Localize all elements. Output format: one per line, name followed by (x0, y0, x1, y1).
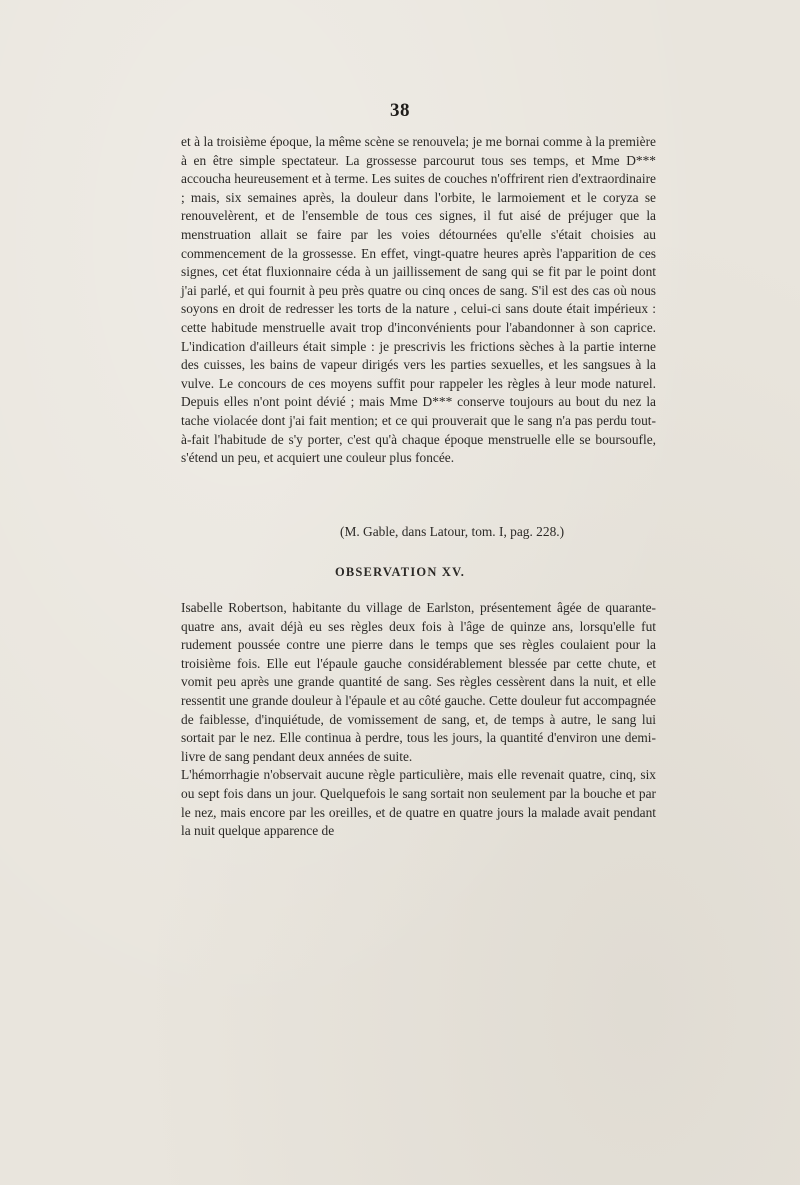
observation-paragraph: Isabelle Robertson, habitante du village de Earlston, présentement âgée de quarante-quatre ans, avait déjà eu ses règles deux fois à l'âge de quinze ans, lorsqu'elle fut rudement poussée contre une pierre dans le temps que ses règles coulaient pour la troisième fois. Elle eut l'épaule gauche considérablement blessée par cette chute, et vomit peu après une grande quantité de sang. Ses règles cessèrent dans la nuit, et elle ressentit une grande douleur à l'épaule et au côté gauche. Cette douleur fut accompagnée de faiblesse, d'inquiétude, de vomissement de sang, et, de temps à autre, le sang lui sortait par le nez. Elle continua à perdre, tous les jours, la quantité d'environ une demi-livre de sang pendant deux années de suite. (181, 600, 656, 764)
citation: (M. Gable, dans Latour, tom. I, pag. 228.) (340, 524, 565, 539)
page-number: 38 (390, 100, 410, 121)
top-paragraph: et à la troisième époque, la même scène se renouvela; je me bornai comme à la première à en être simple spectateur. La grossesse parcourut tous ses temps, et Mme D*** accoucha heureusement et à terme. Les suites de couches n'offrirent rien d'extraordinaire ; mais, six semaines après, la douleur dans l'orbite, le larmoiement et le coryza se renouvelèrent, et de l'ensemble de tous ces signes, il fut aisé de préjuger que la menstruation allait se faire par les voies détournées qu'elle s'était choisies au commencement de la grossesse. En effet, vingt-quatre heures après l'apparition de ces signes, cet état fluxionnaire céda à un jaillissement de sang qui se fit par le point dont j'ai parlé, et qui fournit à peu près quatre ou cinq onces de sang. S'il est des cas où nous soyons en droit de redresser les torts de la nature , celui-ci sans doute était impérieux : cette habitude menstruelle avait trop d'inconvénients pour l'abandonner à son caprice. L'indication d'ailleurs était simple : je prescrivis les frictions sèches à la partie interne des cuisses, les bains de vapeur dirigés vers les parties sexuelles, et les sangsues à la vulve. Le concours de ces moyens suffit pour rappeler les règles à leur mode naturel. Depuis elles n'ont point dévié ; mais Mme D*** conserve toujours au bout du nez la tache violacée dont j'ai fait mention; et ce qui prouverait que le sang n'a pas perdu tout-à-fait l'habitude de s'y porter, c'est qu'à chaque époque menstruelle elle se boursoufle, s'étend un peu, et acquiert une couleur plus foncée. (181, 134, 656, 466)
observation-body (181, 599, 656, 841)
observation-title: OBSERVATION XV. (334, 565, 466, 579)
top-paragraph-block (181, 133, 656, 468)
observation-paragraph: L'hémorrhagie n'observait aucune règle particulière, mais elle revenait quatre, cinq, six ou sept fois dans un jour. Quelquefois le sang sortait non seulement par la bouche et par le nez, mais encore par les oreilles, et de quatre en quatre jours la malade avait pendant la nuit quelque apparence de (181, 767, 656, 839)
